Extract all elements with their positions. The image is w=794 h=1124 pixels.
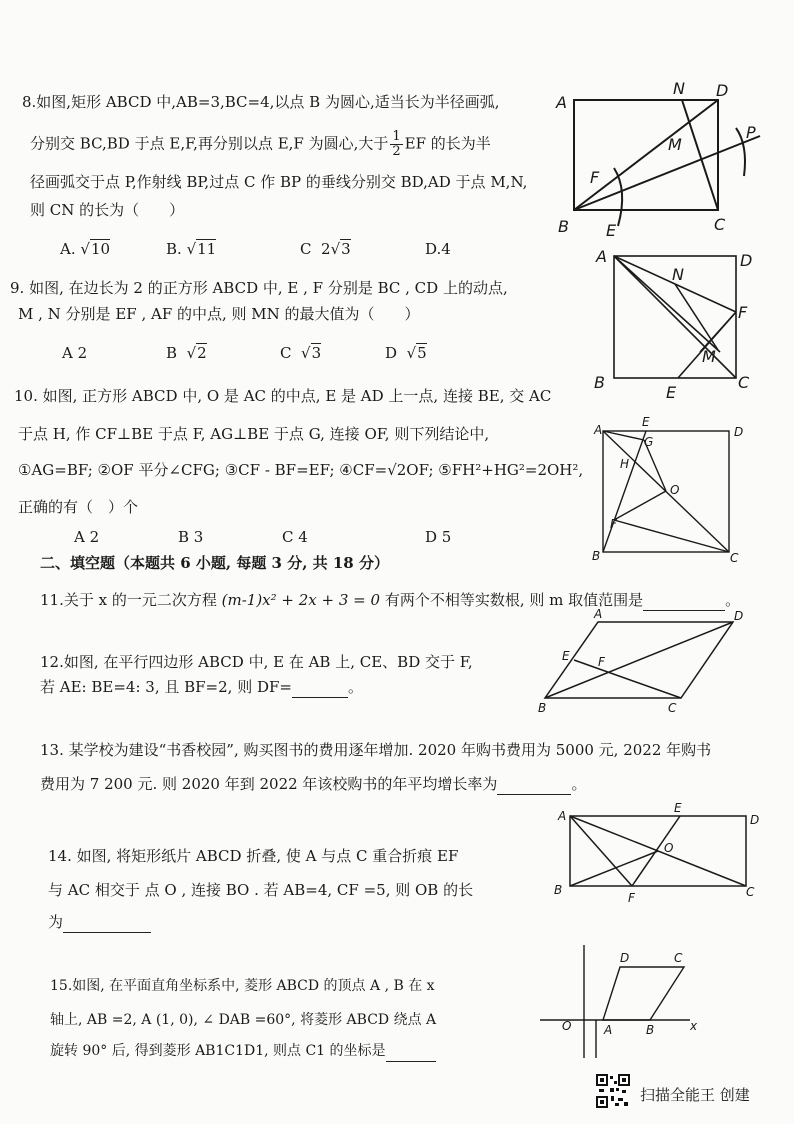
q10-label-g: G (644, 435, 654, 449)
q12-label-c: C (668, 701, 677, 715)
q15-line3: 旋转 90° 后, 得到菱形 AB1C1D1, 则点 C1 的坐标是 (50, 1041, 436, 1062)
qr-code-icon (596, 1074, 630, 1108)
q14-line3: 为 (48, 912, 151, 933)
q10-line1: 10. 如图, 正方形 ABCD 中, O 是 AC 的中点, E 是 AD 上一点, 连接 BE, 交 AC (14, 387, 552, 405)
q15-label-b: B (646, 1023, 655, 1037)
q8-line3: 径画弧交于点 P,作射线 BP,过点 C 作 BP 的垂线分别交 BD,AD 于点 M,N, (30, 173, 528, 191)
q12-line2: 若 AE: BE=4: 3, 且 BF=2, 则 DF= 。 (40, 678, 363, 696)
q10-label-b: B (592, 549, 601, 563)
q15-label-a: A (604, 1023, 613, 1037)
q10-label-e: E (642, 415, 650, 429)
q11-text: 11.关于 x 的一元二次方程 (m-1)x² + 2x + 3 = 0 有两个不相等实数根, 则 m 取值范围是 。 (40, 591, 741, 609)
q15-label-c: C (674, 951, 683, 965)
q9-line1: 9. 如图, 在边长为 2 的正方形 ABCD 中, E , F 分别是 BC , CD 上的动点, (10, 279, 508, 297)
q9-label-d: D (740, 251, 753, 270)
q15-label-o: O (562, 1019, 572, 1033)
q12-line1: 12.如图, 在平行四边形 ABCD 中, E 在 AB 上, CE、BD 交于 F, (40, 653, 473, 671)
q15-line1: 15.如图, 在平面直角坐标系中, 菱形 ABCD 的顶点 A , B 在 x (50, 978, 435, 994)
q13-line2: 费用为 7 200 元. 则 2020 年到 2022 年该校购书的年平均增长率为 。 (40, 775, 587, 793)
q14-label-o: O (664, 841, 674, 855)
q14-label-c: C (746, 885, 755, 899)
q8-label-d: D (716, 81, 729, 100)
q8-label-m: M (668, 135, 682, 154)
q12-label-e: E (562, 649, 570, 663)
q14-label-b: B (554, 883, 563, 897)
half-fraction: $\frac{1}{2}$ (392, 129, 401, 159)
q14-label-a: A (558, 809, 567, 823)
q9-option-b[interactable]: B √2 (166, 344, 207, 362)
q11-equation: (m-1)x² + 2x + 3 = 0 (221, 591, 381, 609)
q8-option-c[interactable]: C 2√3 (300, 240, 351, 258)
q10-label-h: H (620, 457, 630, 471)
q9-line2: M , N 分别是 EF , AF 的中点, 则 MN 的最大值为（ ） (18, 305, 420, 323)
q8-label-c: C (714, 215, 726, 234)
q9-label-c: C (738, 373, 750, 392)
q10-line4: 正确的有（ ）个 (18, 498, 139, 516)
section-title-fill-in: 二、填空题（本题共 6 小题, 每题 3 分, 共 18 分） (40, 554, 389, 572)
q10-label-o: O (670, 483, 680, 497)
q14-label-f: F (628, 891, 635, 905)
q15-label-x: x (690, 1019, 698, 1033)
q8-label-b: B (558, 217, 569, 236)
q13-line1: 13. 某学校为建设“书香校园”, 购买图书的费用逐年增加. 2020 年购书费用为 5000 元, 2022 年购书 (40, 741, 712, 759)
q14-label-d: D (750, 813, 760, 827)
q12-label-f: F (598, 655, 605, 669)
q8-label-p: P (746, 123, 756, 142)
q8-line2: 分别交 BC,BD 于点 E,F,再分别以点 E,F 为圆心,大于 $\frac{1}{2}$ EF 的长为半 (30, 129, 491, 159)
q15-rhombus (603, 967, 684, 1020)
q10-line3: ①AG=BF; ②OF 平分∠CFG; ③CF - BF=EF; ④CF=√2OF; ⑤FH²+HG²=2OH², (18, 461, 584, 479)
q8-label-n: N (673, 79, 685, 98)
q14-line2: 与 AC 相交于 点 O , 连接 BO . 若 AB=4, CF =5, 则 OB 的长 (48, 881, 474, 899)
q10-label-a: A (594, 423, 603, 437)
q9-label-m: M (702, 347, 716, 366)
q14-line1: 14. 如图, 将矩形纸片 ABCD 折叠, 使 A 与点 C 重合折痕 EF (48, 847, 459, 865)
q10-option-a[interactable]: A 2 (74, 528, 100, 546)
q8-line4: 则 CN 的长为（ ） (30, 201, 185, 219)
q15-label-d: D (620, 951, 630, 965)
q10-label-d: D (734, 425, 744, 439)
q9-option-a[interactable]: A 2 (62, 344, 88, 362)
q12-label-d: D (734, 609, 744, 623)
q9-label-n: N (672, 265, 684, 284)
q9-option-d[interactable]: D √5 (385, 344, 427, 362)
q10-label-f: F (610, 517, 617, 531)
q9-label-e: E (666, 383, 677, 402)
q10-option-c[interactable]: C 4 (282, 528, 308, 546)
q8-option-a[interactable]: A. √10 (60, 240, 111, 258)
q8-label-a: A (556, 93, 567, 112)
q14-label-e: E (674, 801, 682, 815)
q9-label-f: F (738, 303, 748, 322)
q8-line1: 8.如图,矩形 ABCD 中,AB=3,BC=4,以点 B 为圆心,适当长为半径画弧, (22, 93, 500, 111)
q8-label-e: E (606, 221, 617, 240)
scanner-watermark: 扫描全能王 创建 (640, 1086, 750, 1104)
q10-line2: 于点 H, 作 CF⊥BE 于点 F, AG⊥BE 于点 G, 连接 OF, 则下列结论中, (18, 425, 490, 443)
q9-option-c[interactable]: C √3 (280, 344, 322, 362)
q8-option-d[interactable]: D.4 (425, 240, 451, 258)
q8-option-b[interactable]: B. √11 (166, 240, 217, 258)
q10-label-c: C (730, 551, 739, 565)
q10-option-d[interactable]: D 5 (425, 528, 452, 546)
q9-label-a: A (596, 247, 607, 266)
q8-label-f: F (590, 168, 600, 187)
q10-option-b[interactable]: B 3 (178, 528, 204, 546)
q12-label-a: A (594, 607, 603, 621)
q15-line2: 轴上, AB =2, A (1, 0), ∠ DAB =60°, 将菱形 ABCD 绕点 A (50, 1012, 437, 1028)
q12-label-b: B (538, 701, 547, 715)
q9-label-b: B (594, 373, 605, 392)
